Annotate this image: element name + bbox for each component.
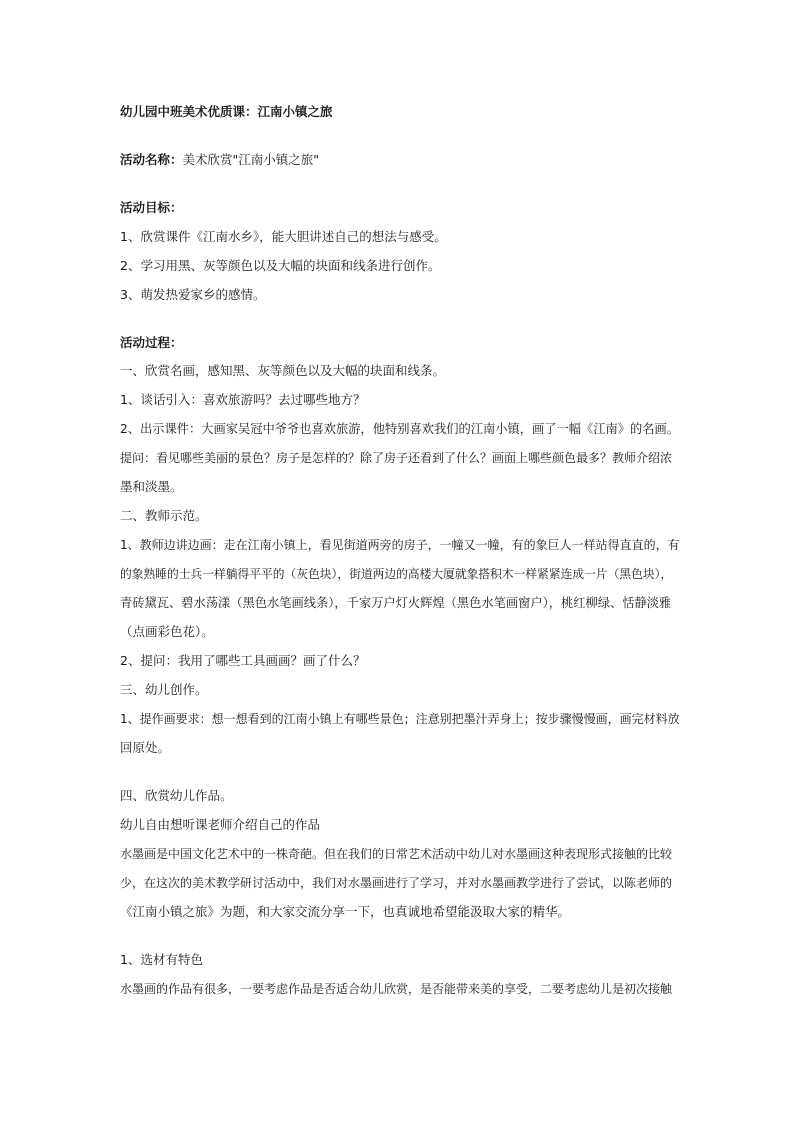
process-line: 一、欣赏名画，感知黑、灰等颜色以及大幅的块面和线条。 — [120, 363, 446, 378]
section-heading: 1、选材有特色 — [120, 952, 203, 967]
tail-line: 《江南小镇之旅》为题，和大家交流分享一下，也真诚地希望能汲取大家的精华。 — [120, 904, 571, 919]
section-line: 水墨画的作品有很多，一要考虑作品是否适合幼儿欣赏，是否能带来美的享受，二要考虑幼儿是初次接触 — [120, 982, 673, 996]
tail-line: 水墨画是中国文化艺术中的一株奇葩。但在我们的日常艺术活动中幼儿对水墨画这种表现形式接触的比较 — [120, 847, 673, 861]
tail-line: 少，在这次的美术教学研讨活动中，我们对水墨画进行了学习，并对水墨画教学进行了尝试，以陈老师的 — [120, 876, 673, 890]
process-line: （点画彩色花）。 — [120, 624, 214, 639]
process-line: 的象熟睡的士兵一样躺得平平的（灰色块），街道两边的高楼大厦就象搭积木一样紧紧连成一片（黑色块）， — [120, 567, 673, 581]
goal-item: 1、欣赏课件《江南水乡》，能大胆讲述自己的想法与感受。 — [120, 229, 447, 244]
process-line: 墨和淡墨。 — [120, 479, 183, 494]
process-line: 二、教师示范。 — [120, 508, 208, 523]
process-line: 2、提问：我用了哪些工具画画？画了什么？ — [120, 653, 366, 668]
process-line: 2、出示课件：大画家吴冠中爷爷也喜欢旅游，他特别喜欢我们的江南小镇，画了一幅《江南》的名画。 — [120, 422, 680, 436]
goals-heading: 活动目标： — [120, 200, 183, 215]
process-line: 1、提作画要求：想一想看到的江南小镇上有哪些景色；注意别把墨汁弄身上；按步骤慢慢画，画完材料放 — [120, 712, 680, 726]
process-line: 1、教师边讲边画：走在江南小镇上，看见街道两旁的房子，一幢又一幢，有的象巨人一样站得直直的，有 — [120, 538, 680, 552]
process-line: 提问：看见哪些美丽的景色？房子是怎样的？除了房子还看到了什么？画面上哪些颜色最多？教师介绍浓 — [120, 451, 673, 465]
document-title: 幼儿园中班美术优质课：江南小镇之旅 — [120, 104, 333, 119]
tail-line: 幼儿自由想听课老师介绍自己的作品 — [120, 817, 321, 832]
process-line: 三、幼儿创作。 — [120, 682, 208, 697]
activity-name-label: 活动名称： — [120, 152, 183, 167]
activity-name-value: 美术欣赏"江南小镇之旅" — [182, 152, 320, 167]
process-line: 1、谈话引入：喜欢旅游吗？去过哪些地方？ — [120, 392, 366, 407]
process-line: 青砖黛瓦、碧水荡漾（黑色水笔画线条），千家万户灯火辉煌（黑色水笔画窗户），桃红柳绿、恬静淡雅 — [120, 596, 672, 610]
goal-item: 3、萌发热爱家乡的感情。 — [120, 287, 266, 302]
goal-item: 2、学习用黑、灰等颜色以及大幅的块面和线条进行创作。 — [120, 258, 441, 273]
activity-name-line — [120, 151, 680, 169]
process-line: 回原处。 — [120, 740, 171, 755]
tail-line: 四、欣赏幼儿作品。 — [120, 788, 233, 803]
process-heading: 活动过程： — [120, 335, 183, 350]
